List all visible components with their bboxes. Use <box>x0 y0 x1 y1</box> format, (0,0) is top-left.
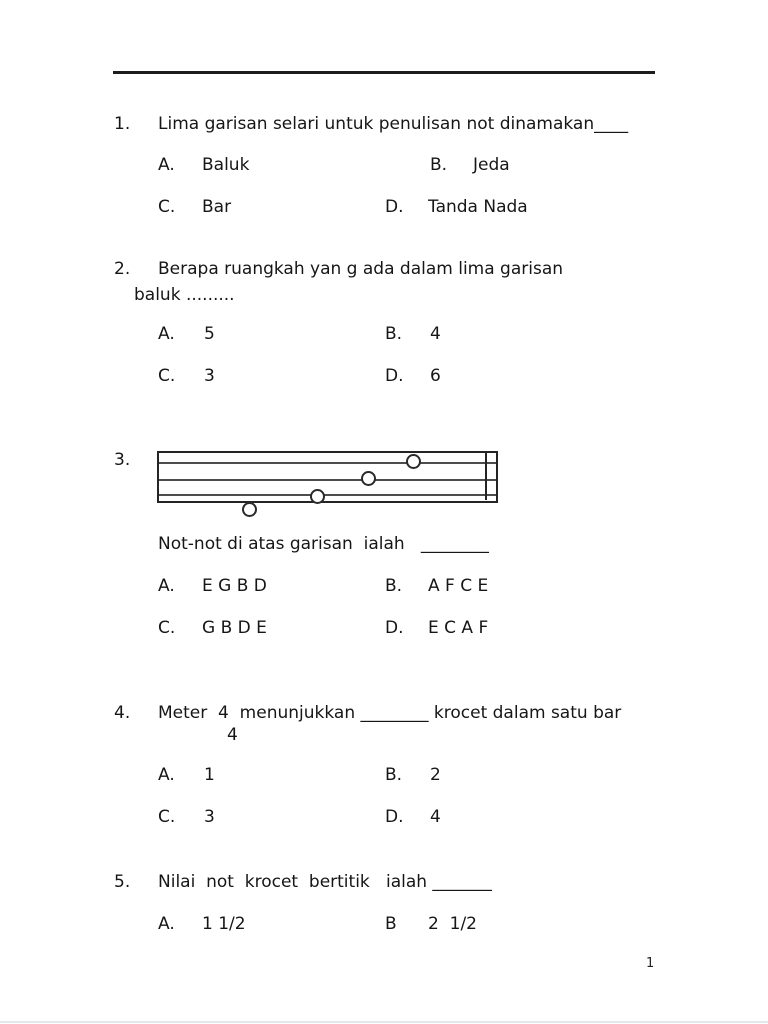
question-3-option-c-letter: C. <box>158 618 176 638</box>
question-4-option-c-text: 3 <box>204 807 215 827</box>
question-1-text: Lima garisan selari untuk penulisan not dinamakan____ <box>158 114 629 134</box>
question-3-option-a-text: E G B D <box>202 576 267 596</box>
question-1-option-c-text: Bar <box>202 197 232 217</box>
question-1-option-d-text: Tanda Nada <box>428 197 528 217</box>
question-1-option-c-letter: C. <box>158 197 176 217</box>
question-1-option-a-text: Baluk <box>202 155 250 175</box>
scan-edge-artifact <box>0 1021 768 1023</box>
note-head-4 <box>406 454 421 469</box>
question-4-option-d-letter: D. <box>385 807 404 827</box>
question-3-option-c-text: G B D E <box>202 618 267 638</box>
staff-line-4 <box>159 494 496 496</box>
question-2-option-a-letter: A. <box>158 324 175 344</box>
note-head-1 <box>242 502 257 517</box>
question-3-option-a-letter: A. <box>158 576 175 596</box>
question-1-number: 1. <box>114 114 131 134</box>
question-5-option-a-text: 1 1/2 <box>202 914 246 934</box>
question-2-option-b-letter: B. <box>385 324 403 344</box>
question-3-option-b-letter: B. <box>385 576 403 596</box>
question-4-option-b-letter: B. <box>385 765 403 785</box>
question-2-text-line1: Berapa ruangkah yan g ada dalam lima garisan <box>158 259 564 279</box>
question-3-option-d-letter: D. <box>385 618 404 638</box>
question-3-number: 3. <box>114 450 131 470</box>
question-5-option-a-letter: A. <box>158 914 175 934</box>
note-head-2 <box>310 489 325 504</box>
header-rule <box>113 71 655 74</box>
music-staff-figure <box>157 451 498 503</box>
question-2-option-b-text: 4 <box>430 324 441 344</box>
question-2-number: 2. <box>114 259 131 279</box>
question-2-option-d-letter: D. <box>385 366 404 386</box>
question-2-option-a-text: 5 <box>204 324 215 344</box>
question-2-option-d-text: 6 <box>430 366 441 386</box>
question-2-option-c-text: 3 <box>204 366 215 386</box>
question-4-option-c-letter: C. <box>158 807 176 827</box>
question-1-option-b-text: Jeda <box>473 155 510 175</box>
question-5-option-b-letter: B <box>385 914 397 934</box>
staff-bar-line <box>485 453 487 500</box>
question-3-option-d-text: E C A F <box>428 618 489 638</box>
note-head-3 <box>361 471 376 486</box>
question-5-number: 5. <box>114 872 131 892</box>
question-4-option-a-letter: A. <box>158 765 175 785</box>
question-1-option-d-letter: D. <box>385 197 404 217</box>
question-5-option-b-text: 2 1/2 <box>428 914 477 934</box>
staff-line-3 <box>159 479 496 481</box>
question-4-number: 4. <box>114 703 131 723</box>
question-4-option-b-text: 2 <box>430 765 441 785</box>
question-4-meter-denominator: 4 <box>227 725 238 745</box>
question-3-option-b-text: A F C E <box>428 576 489 596</box>
question-4-option-a-text: 1 <box>204 765 215 785</box>
question-1-option-b-letter: B. <box>430 155 448 175</box>
question-2-text-line2: baluk ......... <box>134 285 235 305</box>
staff-line-2 <box>159 462 496 464</box>
question-4-text-line1: Meter 4 menunjukkan ________ krocet dalam satu bar <box>158 703 622 723</box>
question-4-option-d-text: 4 <box>430 807 441 827</box>
question-3-text: Not-not di atas garisan ialah ________ <box>158 534 489 554</box>
question-1-option-a-letter: A. <box>158 155 175 175</box>
question-2-option-c-letter: C. <box>158 366 176 386</box>
question-5-text: Nilai not krocet bertitik ialah _______ <box>158 872 492 892</box>
page-number: 1 <box>646 956 655 971</box>
